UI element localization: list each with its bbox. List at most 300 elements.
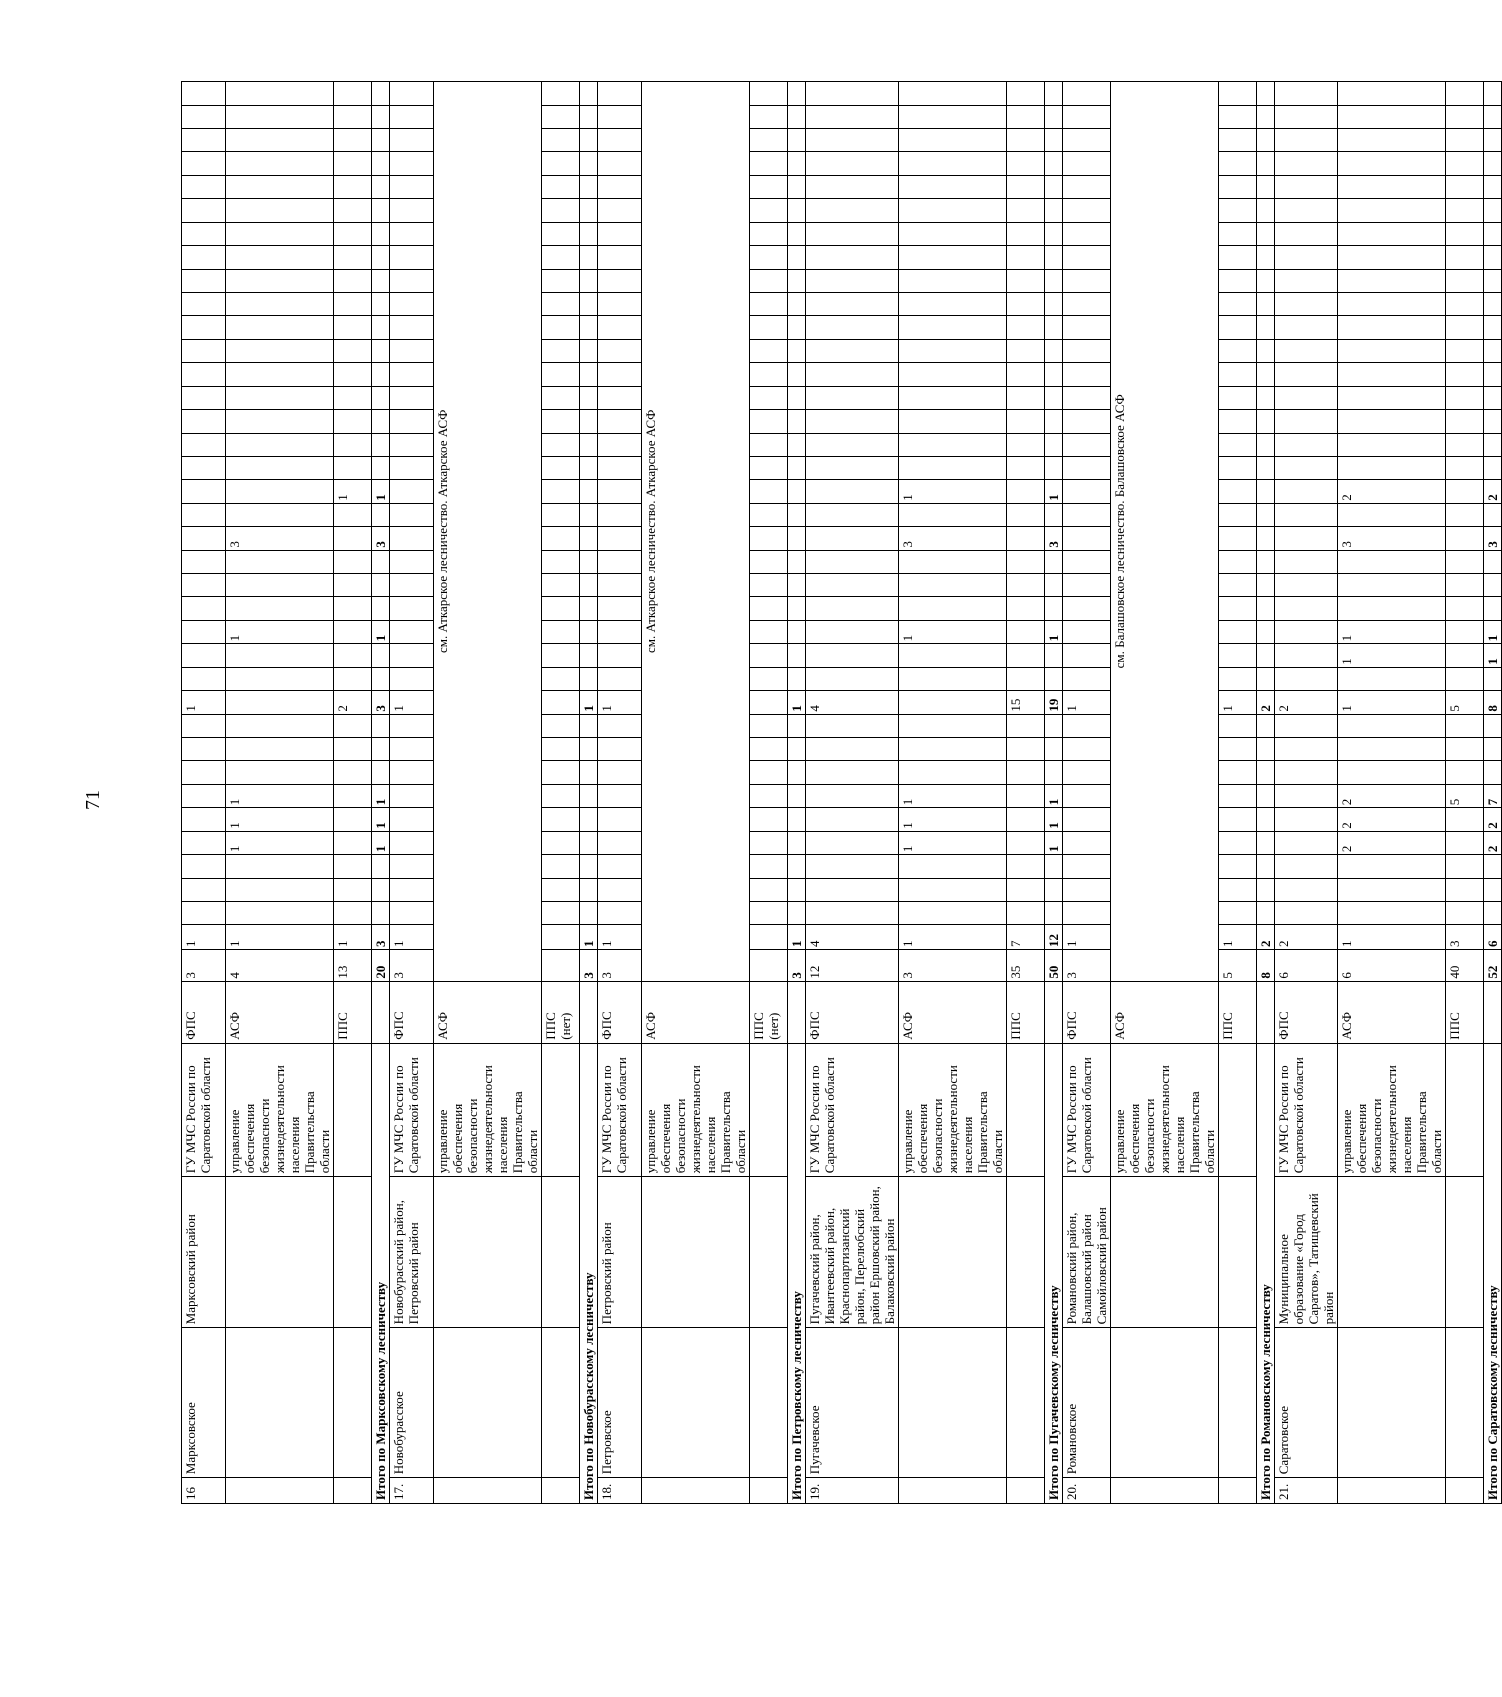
- empty-cell: [372, 246, 390, 269]
- empty-cell: [390, 175, 434, 198]
- empty-cell: [372, 386, 390, 409]
- total-value-cell: [788, 527, 806, 550]
- value-cell: [1007, 714, 1045, 737]
- empty-cell: [390, 901, 434, 924]
- value-cell: [226, 738, 334, 761]
- row-number-cell: 17.: [390, 1478, 434, 1504]
- value-cell: [226, 644, 334, 667]
- empty-cell: [1257, 293, 1275, 316]
- empty-cell: [372, 293, 390, 316]
- unit-type-cell: ФПС: [182, 981, 226, 1043]
- empty-cell: [806, 316, 899, 339]
- empty-cell: [1338, 199, 1446, 222]
- empty-cell: [1275, 433, 1338, 456]
- value-cell: 1: [1219, 691, 1257, 714]
- empty-cell: [598, 246, 642, 269]
- empty-cell: [1484, 293, 1502, 316]
- forestry-cell: [226, 1328, 334, 1478]
- total-value-cell: [1257, 831, 1275, 854]
- empty-cell: [334, 410, 372, 433]
- empty-cell: [372, 981, 390, 1043]
- empty-cell: [1257, 316, 1275, 339]
- empty-cell: [806, 105, 899, 128]
- value-cell: 6: [1338, 949, 1446, 981]
- value-cell: [598, 574, 642, 597]
- empty-cell: [1063, 269, 1111, 292]
- value-cell: [1219, 503, 1257, 526]
- empty-cell: [1219, 878, 1257, 901]
- empty-cell: [390, 386, 434, 409]
- empty-cell: [1063, 222, 1111, 245]
- empty-cell: [1045, 410, 1063, 433]
- empty-cell: [580, 456, 598, 479]
- empty-cell: [226, 222, 334, 245]
- empty-cell: [580, 105, 598, 128]
- empty-cell: [1446, 105, 1484, 128]
- value-cell: 5: [1446, 784, 1484, 807]
- empty-cell: [1484, 152, 1502, 175]
- empty-cell: [580, 386, 598, 409]
- value-cell: [1219, 574, 1257, 597]
- empty-cell: [226, 269, 334, 292]
- value-cell: [182, 855, 226, 878]
- value-cell: [334, 831, 372, 854]
- empty-cell: [598, 293, 642, 316]
- empty-cell: [1257, 667, 1275, 690]
- empty-cell: [1007, 152, 1045, 175]
- value-cell: 1: [899, 620, 1007, 643]
- empty-cell: [372, 105, 390, 128]
- value-cell: [1007, 808, 1045, 831]
- empty-cell: [226, 105, 334, 128]
- organization-cell: [1446, 1043, 1484, 1177]
- value-cell: 1: [226, 925, 334, 950]
- empty-cell: [806, 410, 899, 433]
- empty-cell: [750, 410, 788, 433]
- empty-cell: [580, 981, 598, 1043]
- empty-cell: [1338, 175, 1446, 198]
- value-cell: [750, 480, 788, 503]
- value-cell: 6: [1275, 949, 1338, 981]
- value-cell: [390, 550, 434, 573]
- value-cell: [334, 714, 372, 737]
- empty-cell: [806, 175, 899, 198]
- value-cell: [1275, 855, 1338, 878]
- empty-cell: [372, 363, 390, 386]
- total-value-cell: [1257, 784, 1275, 807]
- empty-cell: [542, 246, 580, 269]
- value-cell: 1: [390, 925, 434, 950]
- value-cell: [598, 784, 642, 807]
- empty-cell: [1219, 269, 1257, 292]
- empty-cell: [1219, 175, 1257, 198]
- value-cell: 1: [226, 831, 334, 854]
- total-value-cell: [580, 855, 598, 878]
- value-cell: 3: [226, 527, 334, 550]
- empty-cell: [372, 878, 390, 901]
- value-cell: [1007, 855, 1045, 878]
- empty-cell: [182, 363, 226, 386]
- unit-type-cell: АСФ: [899, 981, 1007, 1043]
- value-cell: [1219, 597, 1257, 620]
- empty-cell: [226, 199, 334, 222]
- value-cell: [750, 855, 788, 878]
- district-cell: [334, 1177, 372, 1328]
- empty-cell: [1446, 82, 1484, 106]
- empty-cell: [1007, 386, 1045, 409]
- value-cell: [226, 574, 334, 597]
- empty-cell: [788, 269, 806, 292]
- value-cell: 4: [806, 925, 899, 950]
- row-number-cell: 20.: [1063, 1478, 1111, 1504]
- empty-cell: [750, 222, 788, 245]
- value-cell: [542, 503, 580, 526]
- value-cell: [1063, 574, 1111, 597]
- empty-cell: [1338, 82, 1446, 106]
- total-value-cell: 1: [1045, 480, 1063, 503]
- value-cell: [598, 644, 642, 667]
- empty-cell: [226, 410, 334, 433]
- value-cell: [806, 620, 899, 643]
- empty-cell: [788, 667, 806, 690]
- empty-cell: [1446, 386, 1484, 409]
- empty-cell: [390, 433, 434, 456]
- empty-cell: [1219, 901, 1257, 924]
- value-cell: [1275, 550, 1338, 573]
- value-cell: [1063, 597, 1111, 620]
- total-value-cell: [788, 574, 806, 597]
- empty-cell: [806, 152, 899, 175]
- value-cell: [1219, 808, 1257, 831]
- empty-cell: [580, 316, 598, 339]
- district-cell: [542, 1177, 580, 1328]
- district-cell: Марксовский район: [182, 1177, 226, 1328]
- forestry-cell: [642, 1328, 750, 1478]
- empty-cell: [750, 456, 788, 479]
- value-cell: [1063, 550, 1111, 573]
- empty-cell: [226, 152, 334, 175]
- forestry-cell: Марксовское: [182, 1328, 226, 1478]
- value-cell: [182, 574, 226, 597]
- table-row: [1446, 82, 1484, 1504]
- total-value-cell: [788, 620, 806, 643]
- empty-cell: [542, 269, 580, 292]
- empty-cell: [788, 339, 806, 362]
- empty-cell: [1275, 269, 1338, 292]
- empty-cell: [1007, 175, 1045, 198]
- empty-cell: [1484, 129, 1502, 152]
- value-cell: [1275, 503, 1338, 526]
- value-cell: [1275, 480, 1338, 503]
- forestry-cell: [750, 1328, 788, 1478]
- value-cell: [1063, 831, 1111, 854]
- empty-cell: [372, 667, 390, 690]
- empty-cell: [806, 129, 899, 152]
- empty-cell: [580, 363, 598, 386]
- value-cell: [390, 527, 434, 550]
- value-cell: [1219, 784, 1257, 807]
- empty-cell: [788, 456, 806, 479]
- empty-cell: [1446, 129, 1484, 152]
- empty-cell: [542, 175, 580, 198]
- empty-cell: [598, 175, 642, 198]
- value-cell: [750, 527, 788, 550]
- value-cell: [1063, 527, 1111, 550]
- district-cell: [642, 1177, 750, 1328]
- forestry-cell: [542, 1328, 580, 1478]
- total-value-cell: [1484, 714, 1502, 737]
- value-cell: [542, 831, 580, 854]
- value-cell: 1: [334, 480, 372, 503]
- empty-cell: [750, 363, 788, 386]
- value-cell: 1: [598, 691, 642, 714]
- value-cell: [1446, 808, 1484, 831]
- value-cell: 1: [1338, 925, 1446, 950]
- total-value-cell: [788, 644, 806, 667]
- value-cell: 1: [899, 831, 1007, 854]
- value-cell: [1007, 503, 1045, 526]
- value-cell: [542, 925, 580, 950]
- value-cell: [1063, 738, 1111, 761]
- organization-cell: ГУ МЧС России по Саратовской области: [1063, 1043, 1111, 1177]
- empty-cell: [542, 410, 580, 433]
- empty-cell: [1063, 433, 1111, 456]
- empty-cell: [899, 386, 1007, 409]
- empty-cell: [788, 433, 806, 456]
- value-cell: [1063, 644, 1111, 667]
- empty-cell: [750, 199, 788, 222]
- empty-cell: [1446, 269, 1484, 292]
- empty-cell: [580, 82, 598, 106]
- empty-cell: [580, 410, 598, 433]
- value-cell: [806, 714, 899, 737]
- empty-cell: [806, 222, 899, 245]
- value-cell: [542, 855, 580, 878]
- empty-cell: [542, 363, 580, 386]
- empty-cell: [182, 175, 226, 198]
- unit-type-cell: АСФ: [226, 981, 334, 1043]
- value-cell: [390, 855, 434, 878]
- value-cell: 1: [226, 808, 334, 831]
- empty-cell: [899, 878, 1007, 901]
- total-value-cell: 1: [580, 925, 598, 950]
- value-cell: [806, 480, 899, 503]
- empty-cell: [750, 246, 788, 269]
- value-cell: [1007, 527, 1045, 550]
- empty-cell: [372, 433, 390, 456]
- district-cell: [899, 1177, 1007, 1328]
- empty-cell: [899, 152, 1007, 175]
- total-value-cell: 1: [788, 925, 806, 950]
- empty-cell: [580, 269, 598, 292]
- empty-cell: [1338, 105, 1446, 128]
- empty-cell: [899, 456, 1007, 479]
- empty-cell: [1275, 293, 1338, 316]
- value-cell: [806, 527, 899, 550]
- value-cell: 2: [1275, 925, 1338, 950]
- empty-cell: [598, 82, 642, 106]
- empty-cell: [580, 293, 598, 316]
- reference-note-cell: см. Аткарское лесничество. Аткарское АСФ: [434, 82, 542, 982]
- empty-cell: [1338, 761, 1446, 784]
- empty-cell: [750, 433, 788, 456]
- empty-cell: [1007, 222, 1045, 245]
- total-label-cell: Итого по Романовскому лесничеству: [1257, 1043, 1275, 1503]
- empty-cell: [226, 386, 334, 409]
- empty-cell: [750, 129, 788, 152]
- empty-cell: [1484, 761, 1502, 784]
- empty-cell: [390, 667, 434, 690]
- row-number-cell: [334, 1478, 372, 1504]
- empty-cell: [542, 222, 580, 245]
- empty-cell: [226, 246, 334, 269]
- total-value-cell: [372, 597, 390, 620]
- empty-cell: [226, 175, 334, 198]
- empty-cell: [806, 878, 899, 901]
- empty-cell: [1257, 901, 1275, 924]
- value-cell: 2: [1338, 784, 1446, 807]
- forestry-cell: [899, 1328, 1007, 1478]
- empty-cell: [750, 878, 788, 901]
- total-value-cell: 1: [1484, 644, 1502, 667]
- total-value-cell: 6: [1484, 925, 1502, 950]
- empty-cell: [1219, 339, 1257, 362]
- forestry-cell: [1007, 1328, 1045, 1478]
- total-value-cell: 1: [372, 831, 390, 854]
- value-cell: [226, 503, 334, 526]
- value-cell: [1275, 620, 1338, 643]
- empty-cell: [226, 761, 334, 784]
- empty-cell: [1045, 246, 1063, 269]
- value-cell: [1007, 574, 1045, 597]
- empty-cell: [1219, 410, 1257, 433]
- empty-cell: [372, 129, 390, 152]
- value-cell: [1275, 597, 1338, 620]
- value-cell: [1219, 480, 1257, 503]
- value-cell: [542, 480, 580, 503]
- organization-cell: управление обеспечения безопасности жизнедеятельности населения Правительства области: [1338, 1043, 1446, 1177]
- empty-cell: [1045, 129, 1063, 152]
- empty-cell: [334, 386, 372, 409]
- row-number-cell: [1111, 1478, 1219, 1504]
- value-cell: 35: [1007, 949, 1045, 981]
- empty-cell: [1045, 878, 1063, 901]
- value-cell: [1063, 808, 1111, 831]
- value-cell: 15: [1007, 691, 1045, 714]
- value-cell: [182, 527, 226, 550]
- empty-cell: [899, 433, 1007, 456]
- forestry-cell: [1219, 1328, 1257, 1478]
- empty-cell: [598, 363, 642, 386]
- empty-cell: [390, 246, 434, 269]
- empty-cell: [1257, 433, 1275, 456]
- empty-cell: [390, 878, 434, 901]
- value-cell: [806, 574, 899, 597]
- empty-cell: [182, 316, 226, 339]
- value-cell: [226, 597, 334, 620]
- empty-cell: [1338, 152, 1446, 175]
- empty-cell: [1275, 878, 1338, 901]
- empty-cell: [806, 386, 899, 409]
- empty-cell: [806, 456, 899, 479]
- value-cell: [1275, 738, 1338, 761]
- value-cell: [750, 784, 788, 807]
- value-cell: [750, 831, 788, 854]
- row-number-cell: [542, 1478, 580, 1504]
- total-value-cell: 2: [1484, 831, 1502, 854]
- empty-cell: [1045, 199, 1063, 222]
- empty-cell: [1257, 410, 1275, 433]
- empty-cell: [1045, 175, 1063, 198]
- empty-cell: [1063, 175, 1111, 198]
- forestry-cell: [434, 1328, 542, 1478]
- total-label-cell: Итого по Новобурасскому лесничеству: [580, 1043, 598, 1503]
- value-cell: [750, 738, 788, 761]
- empty-cell: [334, 105, 372, 128]
- total-row: [580, 82, 598, 1504]
- unit-type-cell: ФПС: [598, 981, 642, 1043]
- row-number-cell: 18.: [598, 1478, 642, 1504]
- value-cell: [542, 620, 580, 643]
- empty-cell: [1007, 293, 1045, 316]
- empty-cell: [1007, 761, 1045, 784]
- total-value-cell: 3: [1484, 527, 1502, 550]
- empty-cell: [788, 82, 806, 106]
- total-value-cell: [580, 808, 598, 831]
- value-cell: [1446, 644, 1484, 667]
- empty-cell: [182, 199, 226, 222]
- empty-cell: [182, 433, 226, 456]
- empty-cell: [372, 222, 390, 245]
- value-cell: 3: [182, 949, 226, 981]
- total-value-cell: 19: [1045, 691, 1063, 714]
- value-cell: [1275, 831, 1338, 854]
- total-value-cell: [788, 503, 806, 526]
- empty-cell: [1446, 175, 1484, 198]
- empty-cell: [1338, 222, 1446, 245]
- forestry-cell: Романовское: [1063, 1328, 1111, 1478]
- total-value-cell: [1045, 550, 1063, 573]
- value-cell: [899, 597, 1007, 620]
- total-value-cell: [1045, 574, 1063, 597]
- total-value-cell: 8: [1484, 691, 1502, 714]
- table-row: [226, 82, 334, 1504]
- empty-cell: [334, 456, 372, 479]
- empty-cell: [899, 667, 1007, 690]
- value-cell: [750, 620, 788, 643]
- empty-cell: [390, 316, 434, 339]
- total-value-cell: [1484, 738, 1502, 761]
- organization-cell: ГУ МЧС России по Саратовской области: [390, 1043, 434, 1177]
- empty-cell: [542, 105, 580, 128]
- total-value-cell: [1045, 738, 1063, 761]
- empty-cell: [1484, 667, 1502, 690]
- value-cell: 2: [1338, 480, 1446, 503]
- unit-type-cell: АСФ: [434, 981, 542, 1043]
- empty-cell: [390, 761, 434, 784]
- value-cell: [1338, 738, 1446, 761]
- forestry-cell: [1111, 1328, 1219, 1478]
- value-cell: 1: [899, 808, 1007, 831]
- value-cell: [226, 691, 334, 714]
- empty-cell: [1063, 339, 1111, 362]
- total-value-cell: 1: [372, 784, 390, 807]
- empty-cell: [788, 105, 806, 128]
- table-row: [542, 82, 580, 1504]
- empty-cell: [390, 82, 434, 106]
- empty-cell: [580, 129, 598, 152]
- empty-cell: [1257, 363, 1275, 386]
